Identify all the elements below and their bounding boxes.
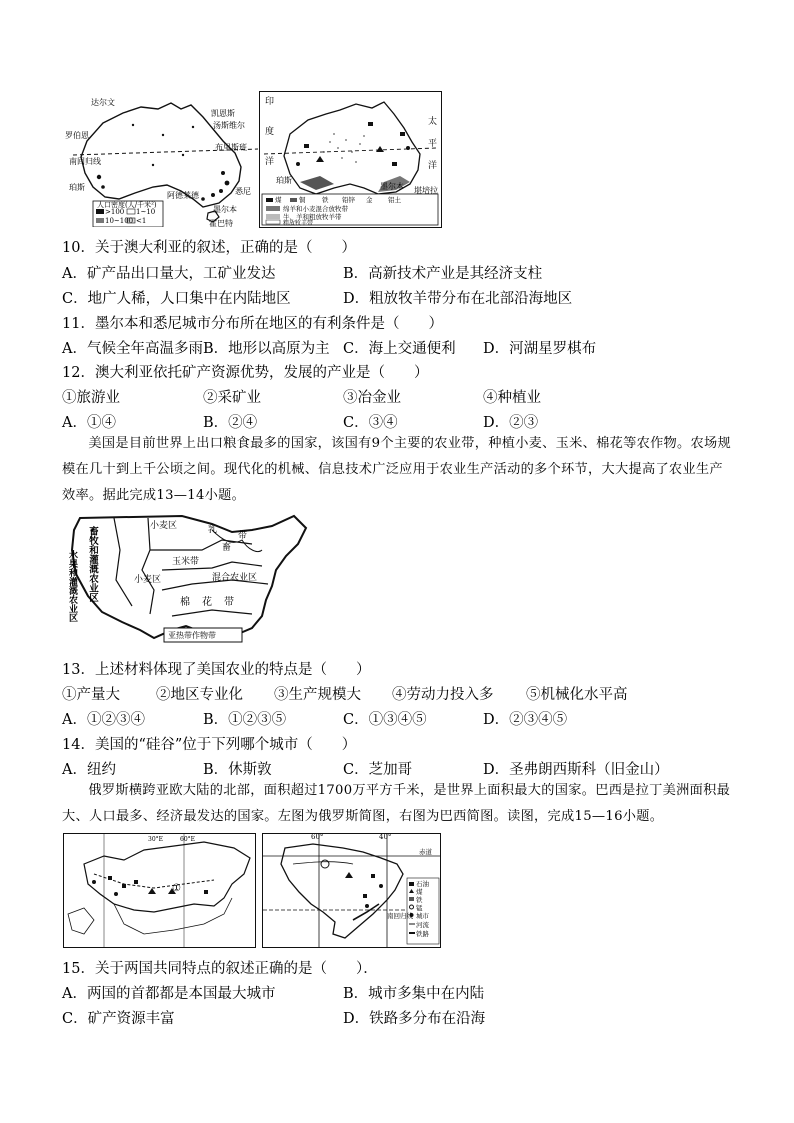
legend-gold: 金 xyxy=(366,196,373,204)
legend-extensive-sheep: 粗放牧羊带 xyxy=(283,220,314,227)
q13-item-5: ⑤机械化水平高 xyxy=(526,687,628,703)
q13-option-a[interactable]: A．①②③④ xyxy=(62,712,145,728)
label-tropic-capricorn: 南回归线 xyxy=(387,912,413,920)
city-melbourne: 墨尔本 xyxy=(213,205,237,214)
legend-lead-zinc: 铅锌 xyxy=(342,196,355,204)
legend-railway: 铁路 xyxy=(416,930,429,938)
brazil-map xyxy=(262,833,441,948)
brazil-outline xyxy=(263,834,440,947)
usa-agriculture-map xyxy=(62,510,312,656)
label-indian-1: 印 xyxy=(265,97,275,107)
q15-option-d[interactable]: D．铁路多分布在沿海 xyxy=(343,1011,486,1027)
legend-gt100: >100 xyxy=(105,208,125,216)
label-pacific-1: 太 xyxy=(428,117,438,127)
q10-option-b[interactable]: B．高新技术产业是其经济支柱 xyxy=(343,266,543,282)
q11-option-b[interactable]: B．地形以高原为主 xyxy=(203,341,330,357)
q14-option-b[interactable]: B．休斯敦 xyxy=(203,762,272,778)
legend-copper: 铜 xyxy=(299,196,306,204)
legend-1-10: 1~10 xyxy=(136,208,156,216)
australia-population-map xyxy=(63,95,271,227)
q10-stem: 10．关于澳大利亚的叙述，正确的是（ ） xyxy=(62,240,356,256)
russia-lon-60: 60°E xyxy=(180,836,196,843)
legend-river: 河流 xyxy=(416,921,429,929)
legend-oil: 石油 xyxy=(416,880,429,888)
region-cotton-belt: 棉花带 xyxy=(180,597,246,608)
city-brisbane: 布里斯班 xyxy=(215,143,247,152)
q11-stem: 11．墨尔本和悉尼城市分布所在地区的有利条件是（ ） xyxy=(62,316,443,332)
q12-option-c[interactable]: C．③④ xyxy=(343,415,398,431)
russia-lon-30: 30°E xyxy=(148,836,164,843)
q14-option-c[interactable]: C．芝加哥 xyxy=(343,762,413,778)
region-dairy-2: 畜 xyxy=(222,543,232,553)
q14-stem: 14．美国的“硅谷”位于下列哪个城市（ ） xyxy=(62,737,357,753)
russia-map xyxy=(63,833,256,948)
city-darwin: 达尔文 xyxy=(91,98,115,107)
region-livestock-irrigation: 畜牧和灌溉农业区 xyxy=(87,526,98,602)
region-wheat-south: 小麦区 xyxy=(134,575,162,585)
q12-option-d[interactable]: D．②③ xyxy=(483,415,539,431)
q13-option-d[interactable]: D．②③④⑤ xyxy=(483,712,568,728)
legend-sheep-wheat: 绵羊和小麦混合放牧带 xyxy=(283,205,348,213)
q13-option-c[interactable]: C．①③④⑤ xyxy=(343,712,427,728)
q13-item-4: ④劳动力投入多 xyxy=(392,687,494,703)
label-pacific-2: 平 xyxy=(428,139,438,149)
region-mixed-farming: 混合农业区 xyxy=(212,573,258,583)
q12-item-3: ③冶金业 xyxy=(343,390,401,406)
label-perth: 珀斯 xyxy=(276,176,292,185)
q15-option-c[interactable]: C．矿产资源丰富 xyxy=(62,1011,175,1027)
q15-stem: 15．关于两国共同特点的叙述正确的是（ ）． xyxy=(62,961,378,977)
legend-iron: 铁 xyxy=(322,196,329,204)
region-subtropical: 亚热带作物带 xyxy=(168,631,216,640)
passage-usa: 美国是目前世界上出口粮食最多的国家，该国有9个主要的农业带，种植小麦、玉米、棉花等农作物。农场规模在几十到上千公顷之间。现代化的机械、信息技术广泛应用于农业生产活动的多个环节，大大提高了农业生产效率。据此完成13—14小题。 xyxy=(62,436,731,503)
q14-option-a[interactable]: A．纽约 xyxy=(62,762,116,778)
region-fruit-irrigation: 水果和灌溉农业区 xyxy=(67,550,77,622)
legend-iron: 铁 xyxy=(416,896,423,904)
q10-option-d[interactable]: D．粗放牧羊带分布在北部沿海地区 xyxy=(343,291,573,307)
legend-city: 城市 xyxy=(416,912,429,920)
legend-bauxite: 铝土 xyxy=(388,196,401,204)
region-wheat-north: 小麦区 xyxy=(150,521,178,531)
region-corn-belt: 玉米带 xyxy=(172,557,200,567)
legend-manganese: 锰 xyxy=(416,904,423,912)
q11-option-a[interactable]: A．气候全年高温多雨 xyxy=(62,341,203,357)
q13-stem: 13．上述材料体现了美国农业的特点是（ ） xyxy=(62,662,371,678)
q10-option-c[interactable]: C．地广人稀，人口集中在内陆地区 xyxy=(62,291,291,307)
city-sydney: 悉尼 xyxy=(235,187,251,196)
city-townsville: 汤斯维尔 xyxy=(213,121,245,130)
legend-coal: 煤 xyxy=(275,196,282,204)
q13-item-1: ①产量大 xyxy=(62,687,120,703)
label-melbourne: 墨尔本 xyxy=(380,182,404,191)
q12-item-2: ②采矿业 xyxy=(203,390,261,406)
passage-russia-brazil: 俄罗斯横跨亚欧大陆的北部，面积超过1700万平方千米，是世界上面积最大的国家。巴西是拉丁美洲面积最大、人口最多、经济最发达的国家。左图为俄罗斯简图，右图为巴西简图。读图，完成15—16小题。 xyxy=(62,783,731,824)
q10-option-a[interactable]: A．矿产品出口量大，工矿业发达 xyxy=(62,266,276,282)
city-hobart: 霍巴特 xyxy=(209,219,233,227)
q13-option-b[interactable]: B．①②③⑤ xyxy=(203,712,287,728)
russia-marker-1: ① xyxy=(172,883,181,894)
legend-coal: 煤 xyxy=(416,888,423,896)
q11-option-d[interactable]: D．河湖星罗棋布 xyxy=(483,341,597,357)
q12-option-a[interactable]: A．①④ xyxy=(62,415,116,431)
brazil-lon-60: 60° xyxy=(311,833,324,841)
label-equator: 赤道 xyxy=(419,848,432,856)
q12-item-4: ④种植业 xyxy=(483,390,541,406)
legend-10-100: 10~100 xyxy=(105,217,134,225)
q14-option-d[interactable]: D．圣弗朗西斯科（旧金山） xyxy=(483,762,669,778)
q11-option-c[interactable]: C．海上交通便利 xyxy=(343,341,456,357)
city-perth: 珀斯 xyxy=(69,183,85,192)
q15-option-b[interactable]: B．城市多集中在内陆 xyxy=(343,986,485,1002)
q12-item-1: ①旅游业 xyxy=(62,390,120,406)
label-indian-3: 洋 xyxy=(265,157,275,167)
region-dairy-3: 带 xyxy=(238,531,248,541)
city-cairns: 凯恩斯 xyxy=(211,109,235,118)
city-roebourne: 罗伯恩 xyxy=(65,131,89,140)
q12-stem: 12．澳大利亚依托矿产资源优势，发展的产业是（ ） xyxy=(62,365,429,381)
q12-option-b[interactable]: B．②④ xyxy=(203,415,258,431)
region-dairy-1: 乳 xyxy=(208,525,218,535)
label-canberra: 堪培拉 xyxy=(414,186,438,195)
brazil-lon-40: 40° xyxy=(379,833,392,841)
q15-option-a[interactable]: A．两国的首都都是本国最大城市 xyxy=(62,986,276,1002)
australia-resources-map xyxy=(259,91,442,228)
q13-item-3: ③生产规模大 xyxy=(274,687,361,703)
city-adelaide: 阿德莱德 xyxy=(167,191,199,200)
label-pacific-3: 洋 xyxy=(428,161,438,171)
legend-cattle-sheep: 牛、羊和粗放牧羊带 xyxy=(283,213,342,221)
legend-lt1: <1 xyxy=(136,217,147,225)
tropic-of-capricorn-label: 南回归线 xyxy=(69,157,101,166)
q13-item-2: ②地区专业化 xyxy=(156,687,243,703)
label-indian-2: 度 xyxy=(265,127,275,137)
legend-title: 人口密度(人/千米²) xyxy=(97,201,157,209)
russia-outline xyxy=(64,834,255,947)
